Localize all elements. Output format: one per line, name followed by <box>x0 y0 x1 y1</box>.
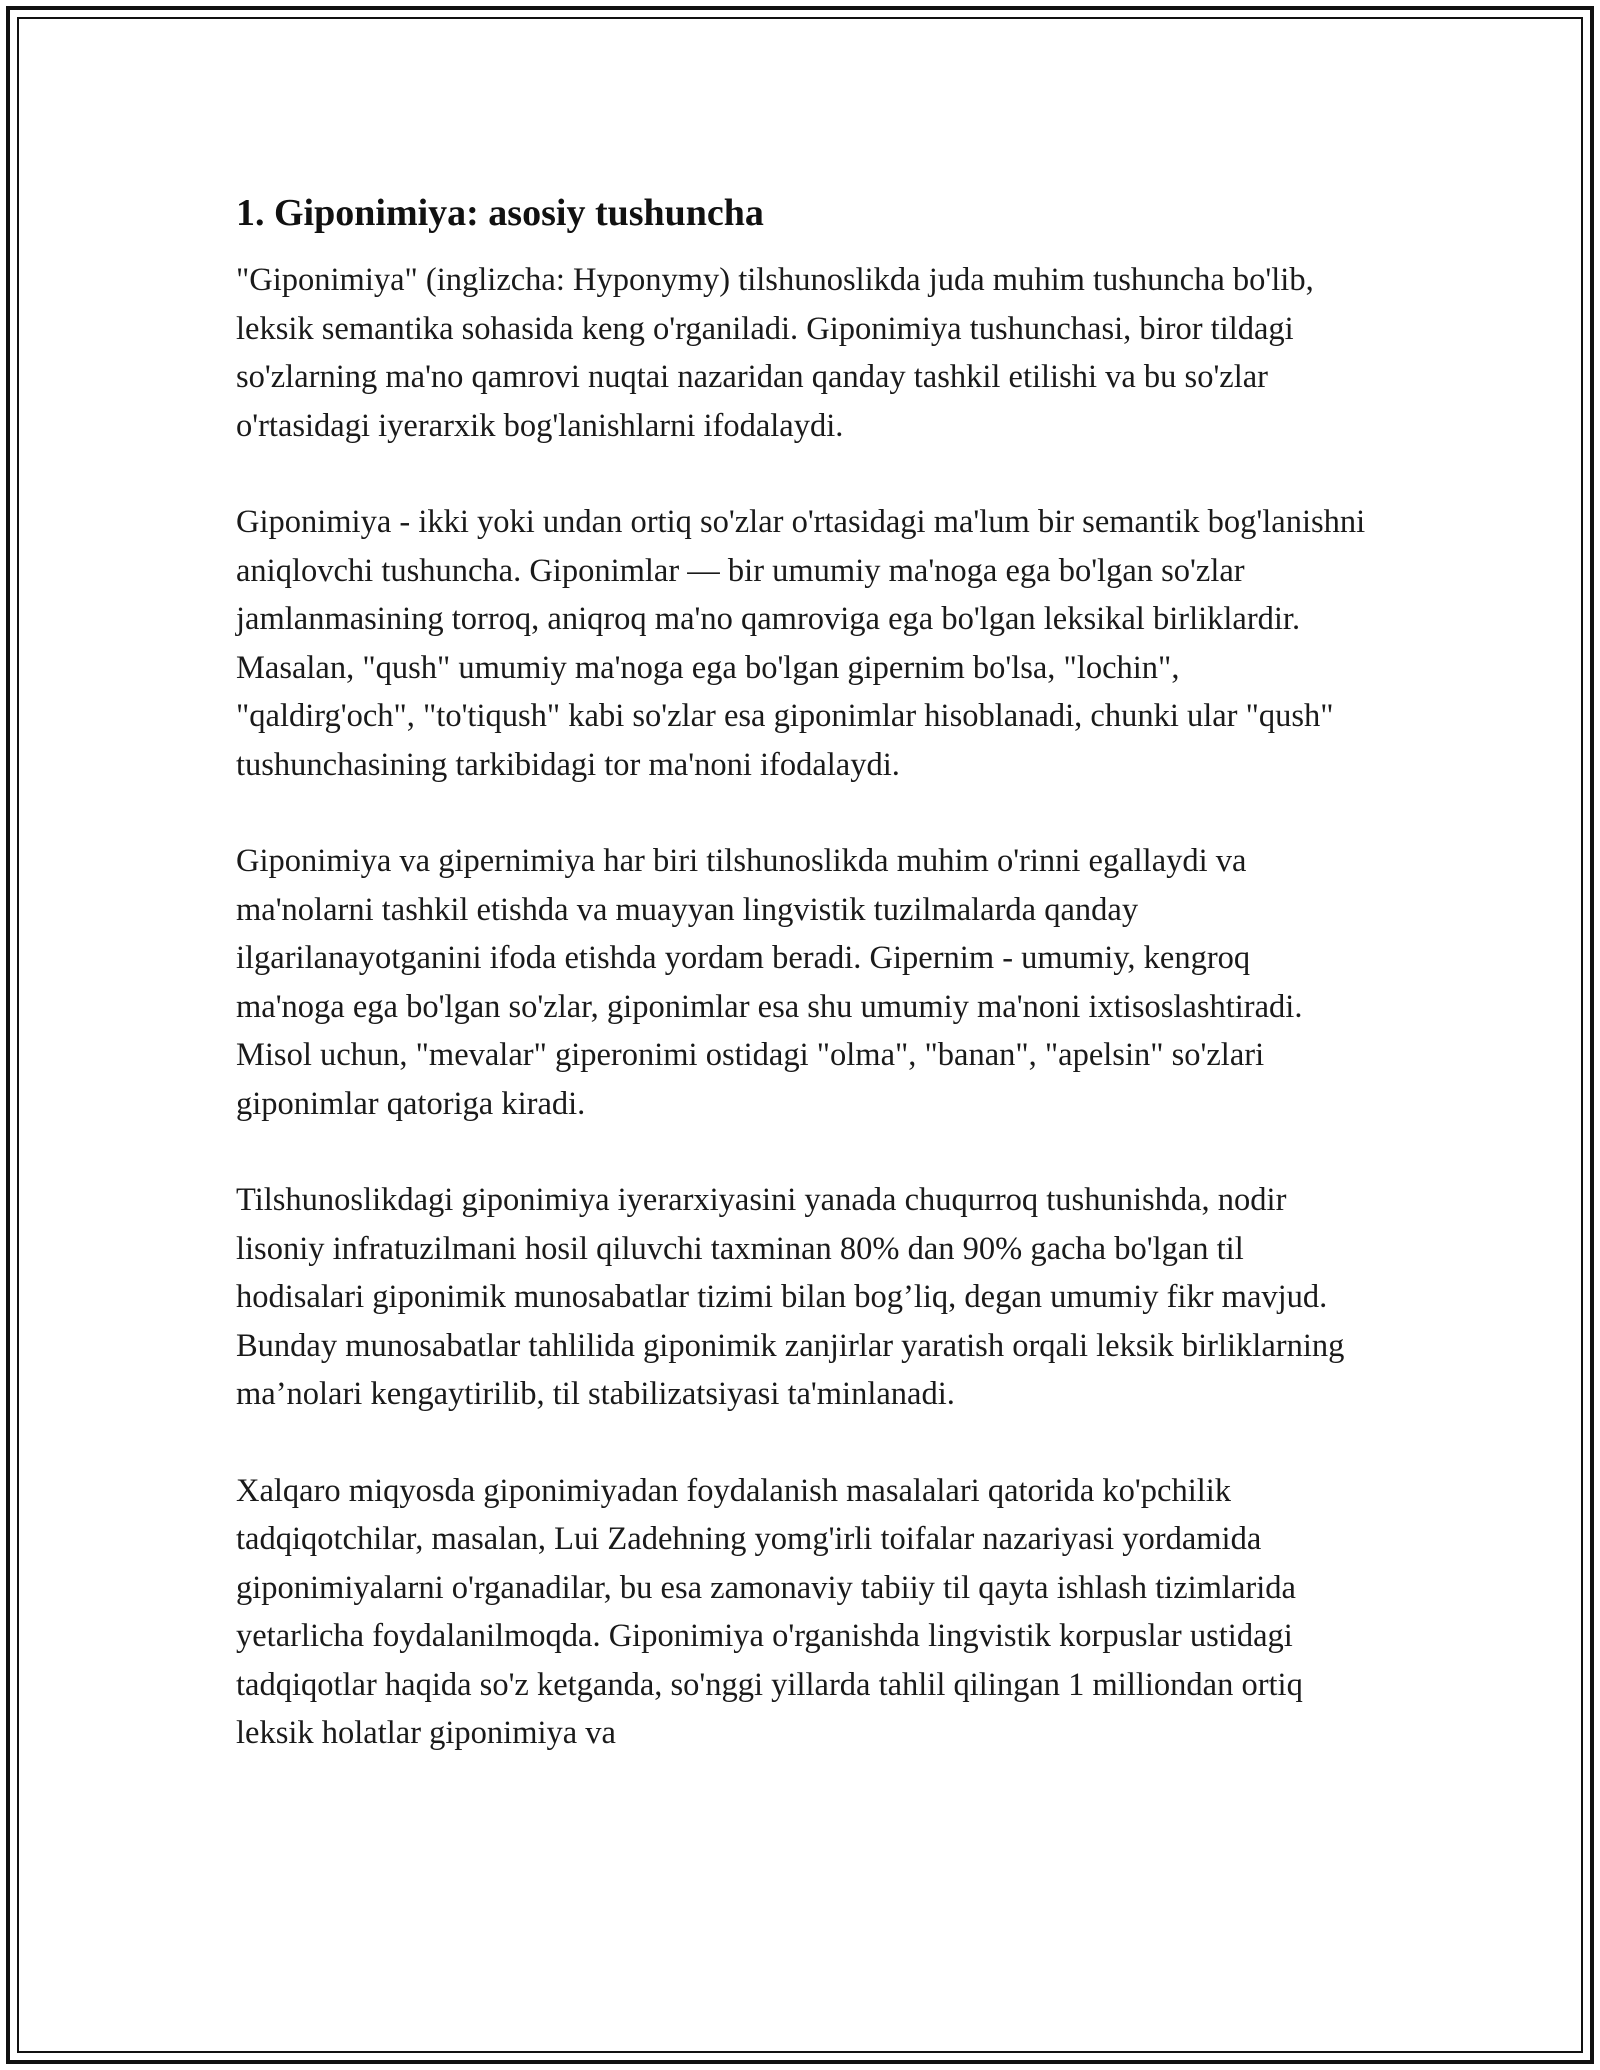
document-body <box>236 186 1366 1806</box>
section-heading: 1. Giponimiya: asosiy tushuncha <box>236 192 764 234</box>
paragraph-intro: "Giponimiya" (inglizcha: Hyponymy) tilshunoslikda juda muhim tushuncha bo'lib, leksik semantika sohasida keng o'rganiladi. Giponimiya tushunchasi, biror tildagi so'zlarning ma'no qamrovi nuqtai nazaridan qanday tashkil etilishi va bu so'zlar o'rtasidagi iyerarxik bog'lanishlarni ifodalaydi. <box>236 262 1314 444</box>
paragraph-definition: Giponimiya - ikki yoki undan ortiq so'zlar o'rtasidagi ma'lum bir semantik bog'lanishni aniqlovchi tushuncha. Giponimlar — bir umumiy ma'noga ega bo'lgan so'zlar jamlanmasining torroq, aniqroq ma'no qamroviga ega bo'lgan leksikal birliklardir. Masalan, "qush" umumiy ma'noga ega bo'lgan gipernim bo'lsa, "lochin", "qaldirg'och", "to'tiqush" kabi so'zlar esa giponimlar hisoblanadi, chunki ular "qush" tushunchasining tarkibidagi tor ma'noni ifodalaydi. <box>236 504 1366 783</box>
paragraph-international: Xalqaro miqyosda giponimiyadan foydalanish masalalari qatorida ko'pchilik tadqiqotchilar, masalan, Lui Zadehning yomg'irli toifalar nazariyasi yordamida giponimiyalarni o'rganadilar, bu esa zamonaviy tabiiy til qayta ishlash tizimlarida yetarlicha foydalanilmoqda. Giponimiya o'rganishda lingvistik korpuslar ustidagi tadqiqotlar haqida so'z ketganda, so'nggi yillarda tahlil qilingan 1 milliondan ortiq leksik holatlar giponimiya va <box>236 1472 1303 1751</box>
paragraph-hypernymy: Giponimiya va gipernimiya har biri tilshunoslikda muhim o'rinni egallaydi va ma'nolarni tashkil etishda va muayyan lingvistik tuzilmalarda qanday ilgarilanayotganini ifoda etishda yordam beradi. Gipernim - umumiy, kengroq ma'noga ega bo'lgan so'zlar, giponimlar esa shu umumiy ma'noni ixtisoslashtiradi. Misol uchun, "mevalar" giperonimi ostidagi "olma", "banan", "apelsin" so'zlari giponimlar qatoriga kiradi. <box>236 843 1303 1122</box>
paragraph-hierarchy: Tilshunoslikdagi giponimiya iyerarxiyasini yanada chuqurroq tushunishda, nodir lisoniy infratuzilmani hosil qiluvchi taxminan 80% dan 90% gacha bo'lgan til hodisalari giponimik munosabatlar tizimi bilan bog’liq, degan umumiy fikr mavjud. Bunday munosabatlar tahlilida giponimik zanjirlar yaratish orqali leksik birliklarning ma’nolari kengaytirilib, til stabilizatsiyasi ta'minlanadi. <box>236 1182 1345 1412</box>
